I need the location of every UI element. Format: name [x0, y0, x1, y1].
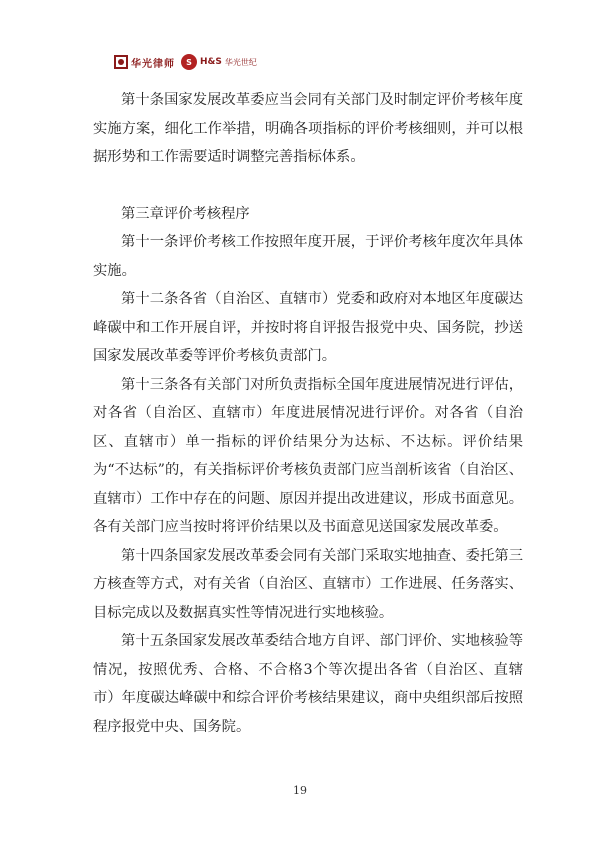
brand-huaguang-text: 华光律师	[131, 58, 175, 70]
article-13: 第十三条各有关部门对所负责指标全国年度进展情况进行评估，对各省（自治区、直辖市）年度进展情况进行评价。对各省（自治区、直辖市）单一指标的评价结果分为达标、不达标。评价结果为“不达标”的，有关指标评价考核负责部门应当剖析该省（自治区、直辖市）工作中存在的问题、原因并提出改进建议，形成书面意见。各有关部门应当按时将评价结果以及书面意见送国家发展改革委。	[93, 376, 523, 535]
article-15: 第十五条国家发展改革委结合地方自评、部门评价、实地核验等情况，按照优秀、合格、不合格3个等次提出各省（自治区、直辖市）年度碳达峰碳中和综合评价考核结果建议，商中央组织部后按照程序报党中央、国务院。	[93, 633, 523, 735]
brand-hs-cn-text: 华光世纪	[224, 57, 257, 67]
document-body	[93, 86, 523, 741]
article-10: 第十条国家发展改革委应当会同有关部门及时制定评价考核年度实施方案，细化工作举措，明确各项指标的评价考核细则，并可以根据形势和工作需要适时调整完善指标体系。	[93, 92, 523, 165]
article-14: 第十四条国家发展改革委会同有关部门采取实地抽查、委托第三方核查等方式，对有关省（自治区、直辖市）工作进展、任务落实、目标完成以及数据真实性等情况进行实地核验。	[93, 547, 523, 621]
huaguang-law-logo	[114, 55, 175, 70]
header-logos	[114, 50, 257, 74]
brand-hs-text: H&S	[200, 57, 222, 67]
hs-logo	[181, 54, 257, 70]
hs-circle-icon: S	[181, 54, 197, 70]
article-11: 第十一条评价考核工作按照年度开展，于评价考核年度次年具体实施。	[93, 234, 523, 279]
huaguang-seal-icon	[114, 55, 128, 69]
article-12: 第十二条各省（自治区、直辖市）党委和政府对本地区年度碳达峰碳中和工作开展自评，并按时将自评报告报党中央、国务院，抄送国家发展改革委等评价考核负责部门。	[93, 291, 523, 364]
page-number: 19	[293, 784, 307, 797]
chapter-3-heading: 第三章评价考核程序	[121, 205, 250, 222]
